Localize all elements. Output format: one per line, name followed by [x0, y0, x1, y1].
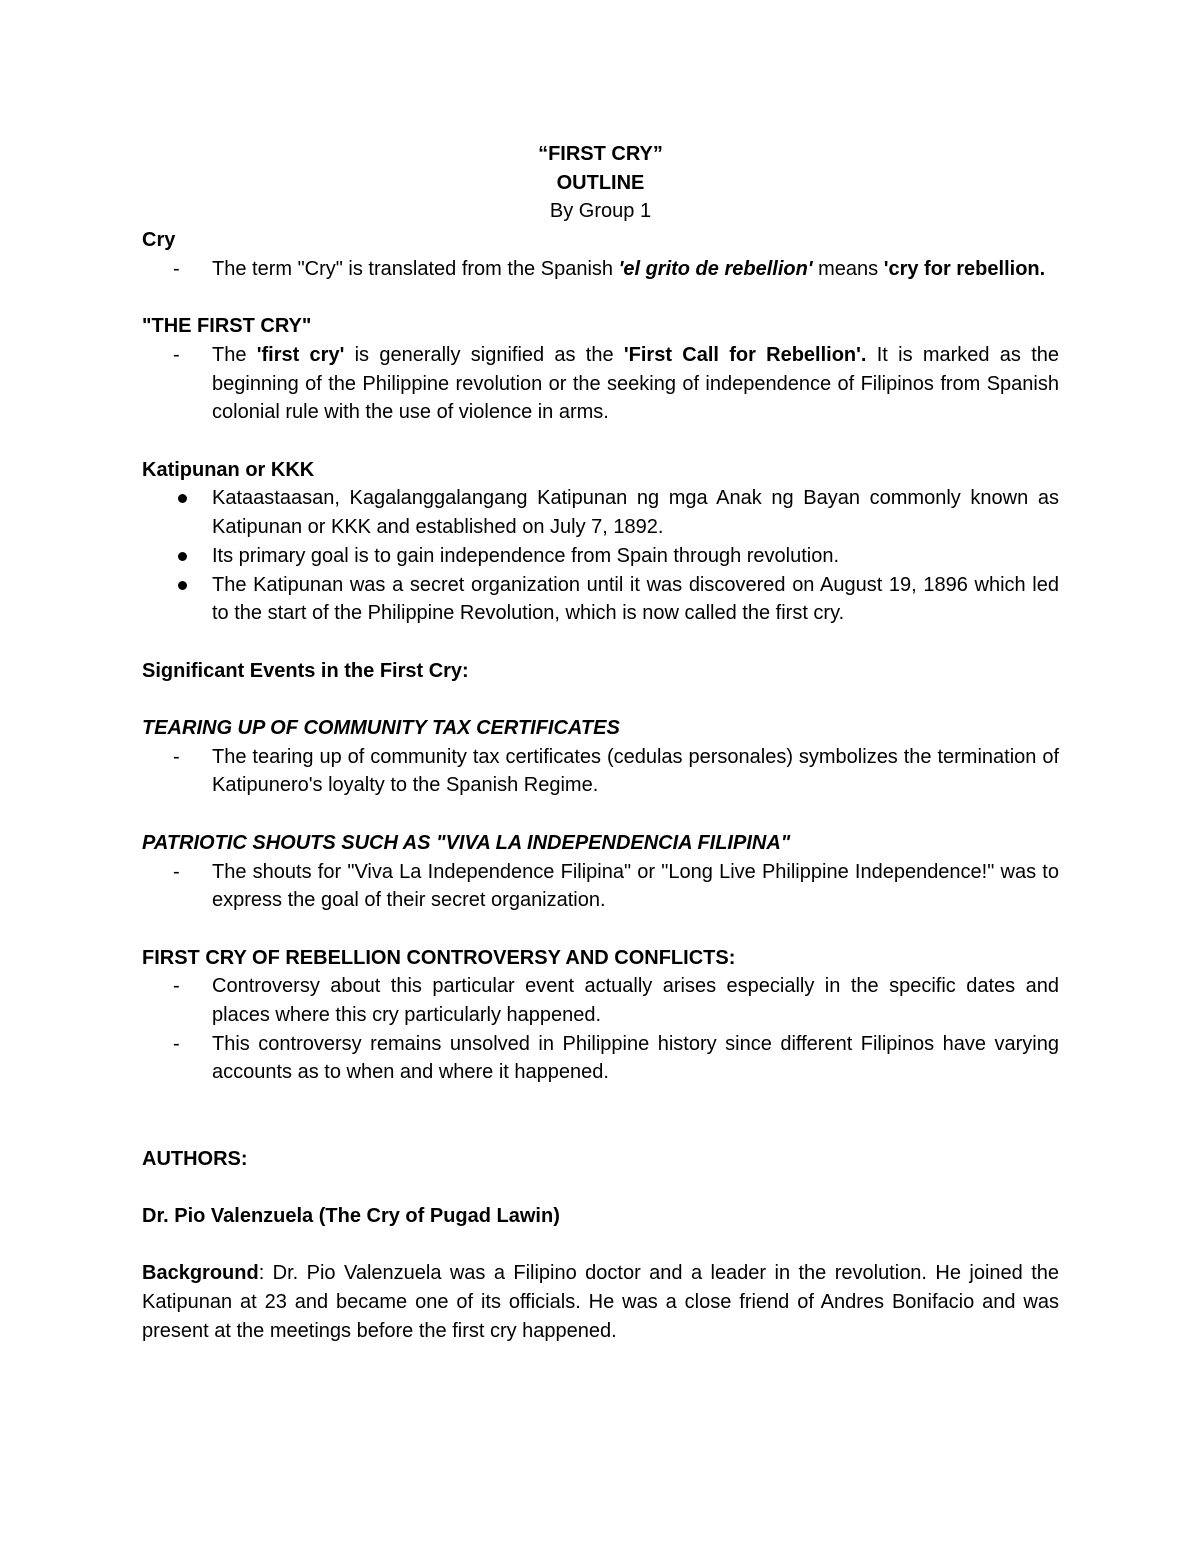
tearing-heading: TEARING UP OF COMMUNITY TAX CERTIFICATES: [142, 717, 620, 739]
controversy-heading: FIRST CRY OF REBELLION CONTROVERSY AND CONFLICTS:: [142, 946, 736, 969]
dash-marker: -: [173, 975, 180, 998]
list-item-text: Kataastaasan, Kagalanggalangang Katipunan ng mga Anak ng Bayan commonly known as Katipunan or KKK and established on July 7, 1892.: [212, 487, 1059, 539]
cry-text-2: 'el grito de rebellion': [618, 257, 813, 280]
first-cry-text-1: The: [212, 343, 257, 366]
first-cry-text-5: It is marked as the beginning of the Philippine revolution or the seeking of independence of Filipinos from Spanish colonial rule with the use of violence in arms.: [212, 343, 1059, 424]
first-cry-item: [142, 341, 1059, 427]
patriotic-heading: PATRIOTIC SHOUTS SUCH AS "VIVA LA INDEPENDENCIA FILIPINA": [142, 831, 791, 854]
tearing-item: [142, 743, 1059, 800]
dash-marker: -: [173, 860, 180, 883]
bullet-icon: [178, 552, 187, 561]
bullet-icon: [178, 494, 187, 503]
cry-text-3: means: [812, 257, 884, 280]
authors-heading: AUTHORS:: [142, 1147, 248, 1170]
dash-marker: -: [173, 257, 180, 280]
list-item-text: This controversy remains unsolved in Philippine history since different Filipinos have varying accounts as to when and where it happened.: [212, 1032, 1059, 1084]
cry-item: [142, 255, 1059, 284]
document-page: [142, 140, 1059, 1345]
list-item: [142, 1030, 1059, 1087]
significant-events-heading: Significant Events in the First Cry:: [142, 659, 469, 682]
document-title: “FIRST CRY”: [538, 143, 663, 165]
list-item-text: Controversy about this particular event actually arises especially in the specific dates and places where this cry particularly happened.: [212, 975, 1059, 1026]
list-item-text: Its primary goal is to gain independence from Spain through revolution.: [212, 544, 840, 567]
list-item: [142, 542, 1059, 571]
background-label: Background: [142, 1262, 259, 1285]
first-cry-text-3: is generally signified as the: [344, 343, 624, 366]
first-cry-text-2: 'first cry': [256, 343, 345, 366]
background-paragraph: [142, 1259, 1059, 1345]
author-heading: Dr. Pio Valenzuela (The Cry of Pugad Lawin): [142, 1204, 560, 1227]
cry-heading: Cry: [142, 229, 176, 252]
first-cry-text-4: 'First Call for Rebellion'.: [623, 343, 867, 366]
document-subtitle: OUTLINE: [556, 171, 645, 194]
dash-marker: -: [173, 745, 180, 768]
dash-marker: -: [173, 343, 180, 366]
dash-marker: -: [173, 1032, 180, 1055]
cry-text-4: 'cry for rebellion.: [883, 257, 1046, 280]
list-item: [142, 972, 1059, 1029]
first-cry-heading: "THE FIRST CRY": [142, 315, 312, 338]
list-item: [142, 484, 1059, 541]
document-byline: By Group 1: [549, 200, 652, 223]
tearing-text: The tearing up of community tax certificates (cedulas personales) symbolizes the termination of Katipunero's loyalty to the Spanish Regime.: [212, 745, 1059, 797]
katipunan-heading: Katipunan or KKK: [142, 458, 315, 481]
background-text: : Dr. Pio Valenzuela was a Filipino doctor and a leader in the revolution. He joined the Katipunan at 23 and became one of its officials. He was a close friend of Andres Bonifacio and was present at the meetings before the first cry happened.: [142, 1262, 1059, 1342]
patriotic-item: [142, 858, 1059, 915]
patriotic-text: The shouts for "Viva La Independence Filipina" or "Long Live Philippine Independence!" was to express the goal of their secret organization.: [212, 860, 1059, 912]
bullet-icon: [178, 581, 187, 590]
list-item: [142, 571, 1059, 628]
cry-text-1: The term "Cry" is translated from the Spanish: [212, 257, 619, 280]
list-item-text: The Katipunan was a secret organization until it was discovered on August 19, 1896 which led to the start of the Philippine Revolution, which is now called the first cry.: [212, 573, 1059, 625]
